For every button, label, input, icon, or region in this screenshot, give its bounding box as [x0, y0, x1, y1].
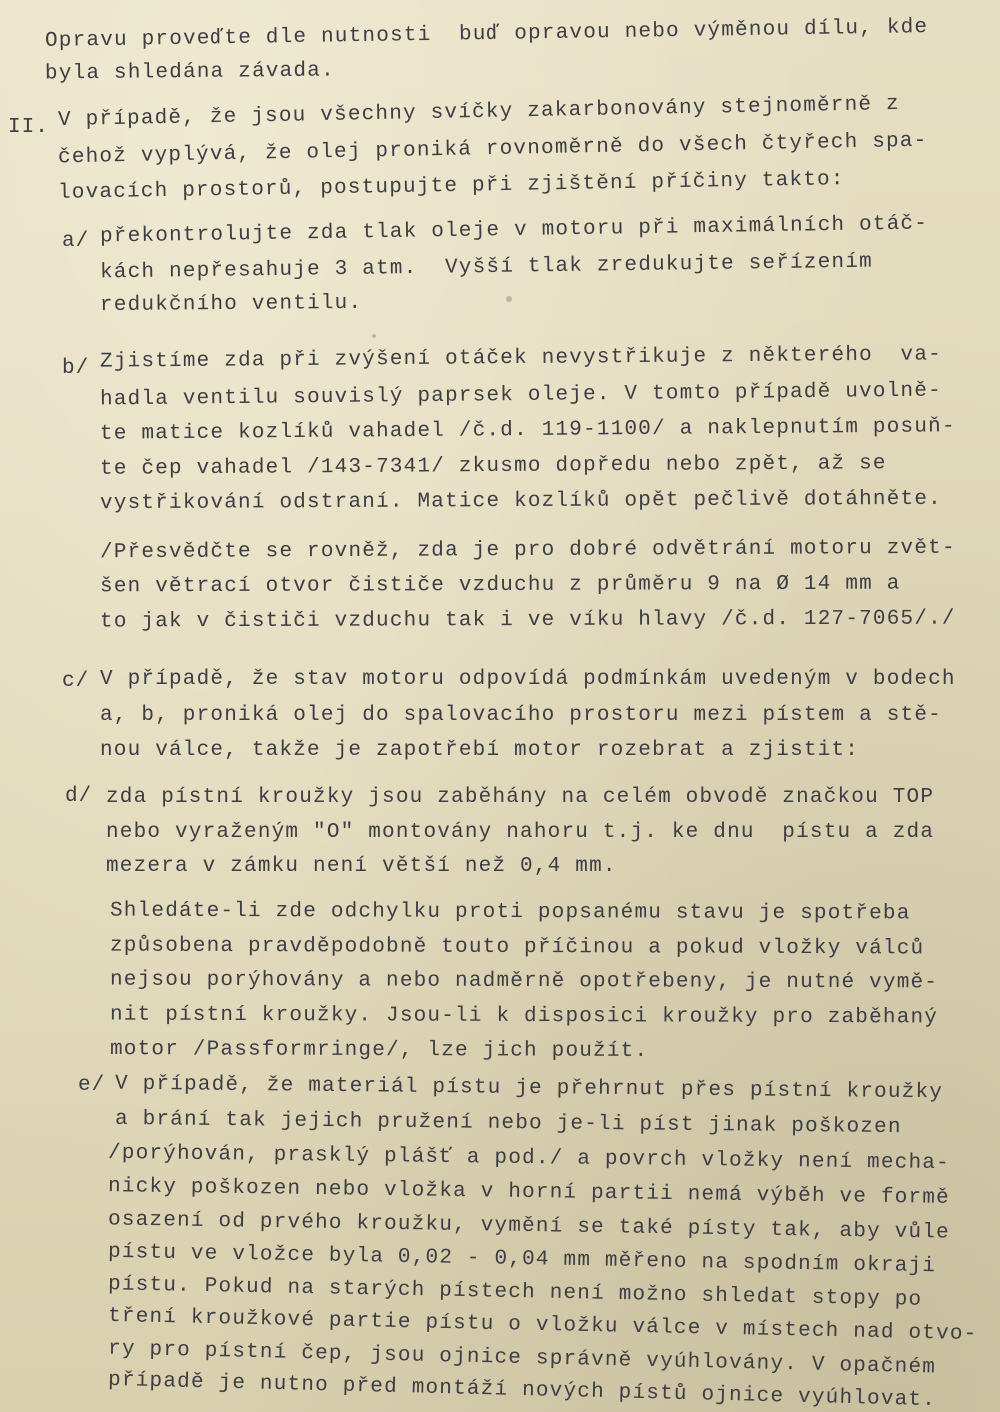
item-e-line-9: ry pro pístní čep, jsou ojnice správně vyúhlovány. V opačném [107, 1337, 937, 1380]
item-e-line-7: pístu. Pokud na starých pístech není možno shledat stopy po [107, 1273, 923, 1312]
item-e-line-6: pístu ve vložce byla 0,02 - 0,04 mm měřeno na spodním okraji [107, 1240, 937, 1279]
item-c-line-3: nou válce, takže je zapotřebí motor rozebrat a zjistit: [100, 739, 860, 762]
item-e-line-10: případě je nutno před montáží nových pístů ojnice vyúhlovat. [107, 1368, 937, 1412]
item-d-note-line-3: nejsou porýhovány a nebo nadměrně opotřebeny, je nutné vymě- [109, 968, 939, 995]
item-d-line-2: nebo vyraženým "O" montovány nahoru t.j. ke dnu pístu a zda [106, 821, 935, 844]
item-d-label: d/ [65, 785, 93, 808]
item-c-line-2: a, b, proniká olej do spalovacího prostoru mezi pístem a stě- [100, 704, 942, 727]
intro-line-1: Opravu proveďte dle nutnosti buď opravou nebo výměnou dílu, kde [44, 16, 929, 53]
section-number: II. [8, 116, 49, 139]
paper-speck [506, 296, 512, 302]
intro-line-2: byla shledána závada. [44, 59, 335, 86]
item-e-line-5: osazení od prvého kroužku, vymění se také písty tak, aby vůle [107, 1208, 951, 1245]
item-a-label: a/ [62, 230, 90, 253]
section-line-2: čehož vyplývá, že olej proniká rovnoměrně do všech čtyřech spa- [57, 129, 928, 170]
item-b-line-3: te matice kozlíků vahadel /č.d. 119-1100/ a naklepnutím posuň- [99, 415, 956, 446]
item-b-note-line-1: /Přesvědčte se rovněž, zda je pro dobré odvětrání motoru zvět- [99, 536, 956, 565]
item-d-note-line-5: motor /Passformringe/, lze jich použít. [109, 1038, 649, 1063]
paper-speck [372, 334, 376, 338]
item-d-note-line-1: Shledáte-li zde odchylku proti popsanému stavu je spotřeba [109, 899, 911, 926]
item-a-line-1: překontrolujte zda tlak oleje v motoru při maximálních otáč- [99, 212, 929, 249]
item-a-line-2: kách nepřesahuje 3 atm. Vyšší tlak zredukujte seřízením [99, 250, 874, 285]
item-b-line-2: hadla ventilu souvislý paprsek oleje. V tomto případě uvolně- [99, 379, 943, 412]
item-b-label: b/ [62, 357, 90, 380]
item-d-note-line-2: způsobena pravděpodobně touto příčinou a pokud vložky válců [109, 934, 925, 961]
item-a-line-3: redukčního ventilu. [99, 291, 363, 318]
item-c-label: c/ [62, 670, 90, 693]
item-b-line-5: vystřikování odstraní. Matice kozlíků opět pečlivě dotáhněte. [99, 487, 942, 516]
item-d-line-3: mezera v zámku není větší než 0,4 mm. [106, 855, 617, 878]
item-e-line-2: a brání tak jejich pružení nebo je-li píst jinak poškozen [114, 1107, 902, 1140]
item-e-line-1: V případě, že materiál pístu je přehrnut přes pístní kroužky [114, 1072, 944, 1105]
item-e-line-4: nicky poškozen nebo vložka v horní partii nemá výběh ve formě [107, 1175, 951, 1210]
item-e-line-8: tření kroužkové partie pístu o vložku válce v místech nad otvo- [107, 1304, 978, 1347]
section-line-1: V případě, že jsou všechny svíčky zakarbonovány stejnoměrně z [57, 92, 901, 133]
item-e-label: e/ [78, 1074, 106, 1097]
item-b-note-line-3: to jak v čističi vzduchu tak i ve víku hlavy /č.d. 127-7065/./ [99, 607, 956, 634]
item-b-line-4: te čep vahadel /143-7341/ zkusmo dopředu nebo zpět, až se [99, 452, 887, 481]
item-b-note-line-2: šen větrací otvor čističe vzduchu z průměru 9 na Ø 14 mm a [99, 572, 901, 599]
section-line-3: lovacích prostorů, postupujte při zjištění příčiny takto: [57, 168, 845, 205]
item-c-line-1: V případě, že stav motoru odpovídá podmínkám uvedeným v bodech [100, 668, 956, 691]
item-e-line-3: /porýhován, prasklý plášť a pod./ a povrch vložky není mecha- [107, 1141, 951, 1176]
item-d-note-line-4: nit pístní kroužky. Jsou-li k disposici kroužky pro zaběhaný [109, 1003, 939, 1030]
item-b-line-1: Zjistíme zda při zvýšení otáček nevystřikuje z některého va- [99, 343, 943, 374]
item-d-line-1: zda pístní kroužky jsou zaběhány na celém obvodě značkou TOP [106, 786, 935, 809]
